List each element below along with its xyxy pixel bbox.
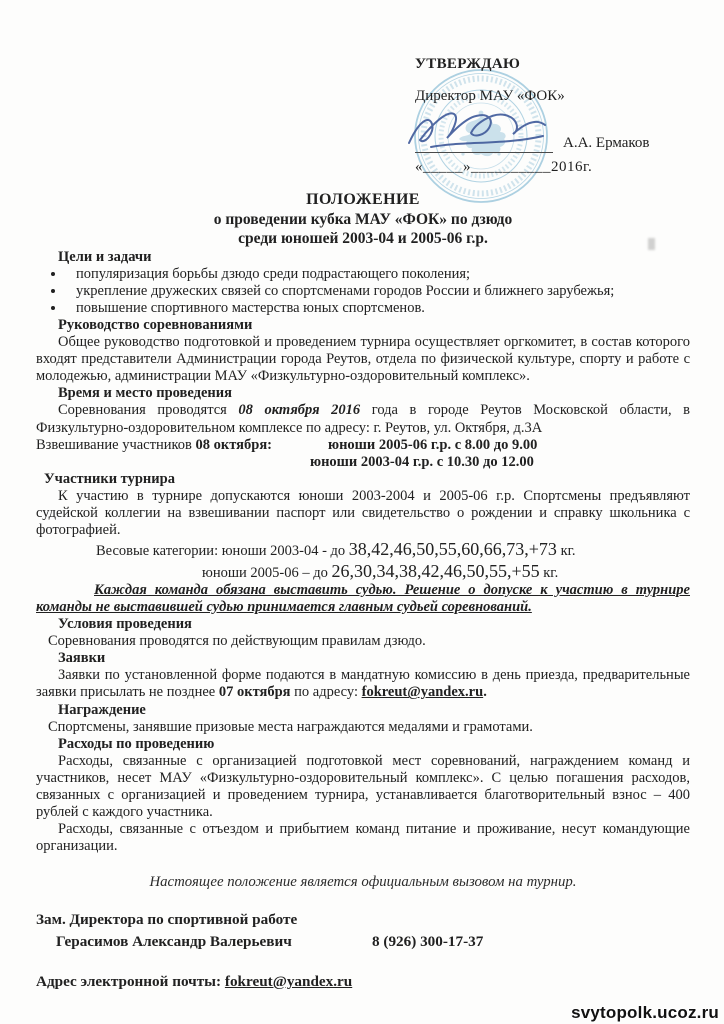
scan-artifact: [648, 238, 655, 250]
email-label: Адрес электронной почты:: [36, 972, 225, 990]
official-invitation-note: Настоящее положение является официальным вызовом на турнир.: [149, 873, 577, 890]
contact-email: fokreut@yandex.ru: [224, 972, 353, 990]
signatory-name: Герасимов Александр Валерьевич: [56, 932, 292, 950]
director-title: Директор МАУ «ФОК»: [415, 87, 565, 104]
paragraph-text: Заявки по установленной форме подаются в мандатную комиссию в день приезда, предварительные заявки присылать не позднее: [36, 667, 690, 701]
section-heading-expenses: Расходы по проведению: [58, 735, 215, 752]
title-line-3: среди юношей 2003-04 и 2005-06 г.р.: [238, 230, 488, 248]
director-name: А.А. Ермаков: [563, 134, 650, 151]
paragraph-text: .: [483, 684, 487, 701]
applications-email: fokreut@yandex.ru: [361, 684, 484, 701]
title-line-1: ПОЛОЖЕНИЕ: [306, 191, 420, 209]
contact-phone: 8 (926) 300-17-37: [372, 932, 484, 950]
section-heading-conditions: Условия проведения: [58, 616, 192, 633]
signatory-block: [36, 911, 690, 951]
weight-categories-2003: [96, 539, 690, 560]
document-title: [36, 191, 690, 248]
expenses-paragraph-2: Расходы, связанные с отъездом и прибытием команд питание и проживание, несут командующие организации.: [36, 821, 690, 855]
date-blank-line: «_____»__________2016г.: [415, 159, 593, 176]
watermark-site-label: svytopolk.ucoz.ru: [571, 1002, 719, 1022]
event-date: 08 октября 2016: [238, 402, 361, 419]
signature-row: [415, 105, 690, 153]
weights-label: Весовые категории: юноши 2003-04 - до: [96, 543, 349, 560]
section-heading-participants: Участники турнира: [44, 470, 175, 487]
weigh-in-line-1: [36, 437, 690, 454]
expenses-paragraph-1: Расходы, связанные с организацией подготовкой мест соревнований, награждением команд и участников, несет МАУ «Физкультурно-оздоровительный комплекс». С целью погашения расходов, связанных с организацией и проведением турнира, устанавливается благотворительный взнос – 400 рублей с каждого участника.: [36, 752, 690, 821]
goals-list: [36, 266, 690, 317]
paragraph-text: по адресу:: [290, 684, 362, 701]
list-item: • популяризация борьбы дзюдо среди подрастающего поколения;: [66, 266, 690, 283]
weigh-in-line-2: юноши 2003-04 г.р. с 10.30 до 12.00: [310, 453, 534, 470]
awards-text: Спортсмены, занявшие призовые места награждаются медалями и грамотами.: [48, 718, 533, 735]
list-item: • повышение спортивного мастерства юных спортсменов.: [66, 300, 690, 317]
section-heading-applications: Заявки: [58, 650, 106, 667]
signatory-position: Зам. Директора по спортивной работе: [36, 911, 298, 929]
approve-label: УТВЕРЖДАЮ: [415, 56, 521, 72]
participants-paragraph: К участию в турнире допускаются юноши 2003-2004 и 2005-06 г.р. Спортсмены предъявляют судейской коллегии на взвешивании паспорт или свидетельство о рождении и справку школьника с фотографией.: [36, 488, 690, 539]
weights-values-2003: 38,42,46,50,55,60,66,73,+73: [348, 539, 557, 560]
judge-requirement-note: Каждая команда обязана выставить судью. Решение о допуске к участию в турнире команды не выставившей судью принимается главным судьей соревнований.: [36, 581, 690, 615]
paragraph-text: Соревнования проводятся: [58, 402, 239, 419]
conditions-text: Соревнования проводятся по действующим правилам дзюдо.: [48, 633, 426, 650]
weights-label: юноши 2005-06 – до: [202, 564, 332, 581]
weights-unit: кг.: [556, 543, 576, 560]
section-heading-time-place: Время и место проведения: [58, 385, 232, 402]
paragraph-text: года в городе Реутов Московской области, в Физкультурно-оздоровительном комплексе по адресу: г. Реутов, ул. Октября, д.3А: [36, 402, 691, 436]
weights-unit: кг.: [539, 564, 559, 581]
weigh-in-label: Взвешивание участников: [36, 436, 196, 453]
applications-paragraph: [36, 667, 690, 701]
time-place-paragraph: [36, 402, 690, 436]
approval-block: [415, 56, 690, 177]
list-item: • укрепление дружеских связей со спортсменами городов России и ближнего зарубежья;: [66, 283, 690, 300]
section-heading-management: Руководство соревнованиями: [58, 316, 253, 333]
weigh-in-date: 08 октября:: [195, 436, 272, 453]
title-line-2: о проведении кубка МАУ «ФОК» по дзюдо: [213, 210, 513, 228]
weight-categories-2005: [202, 561, 690, 582]
contact-email-row: [36, 973, 690, 991]
section-heading-awards: Награждение: [58, 701, 146, 718]
weigh-in-group-2005: юноши 2005-06 г.р. с 8.00 до 9.00: [328, 436, 538, 453]
weights-values-2005: 26,30,34,38,42,46,50,55,+55: [331, 560, 540, 581]
deadline-date: 07 октября: [218, 684, 291, 701]
signature-underline: [415, 104, 553, 153]
management-paragraph: Общее руководство подготовкой и проведением турнира осуществляет оргкомитет, в состав которого входят представители Администрации города Реутов, отдела по физической культуре, спорту и работе с молодежью, администрации МАУ «Физкультурно-оздоровительный комплекс».: [36, 334, 690, 385]
section-heading-goals: Цели и задачи: [58, 248, 152, 265]
signatory-row: [36, 933, 690, 951]
